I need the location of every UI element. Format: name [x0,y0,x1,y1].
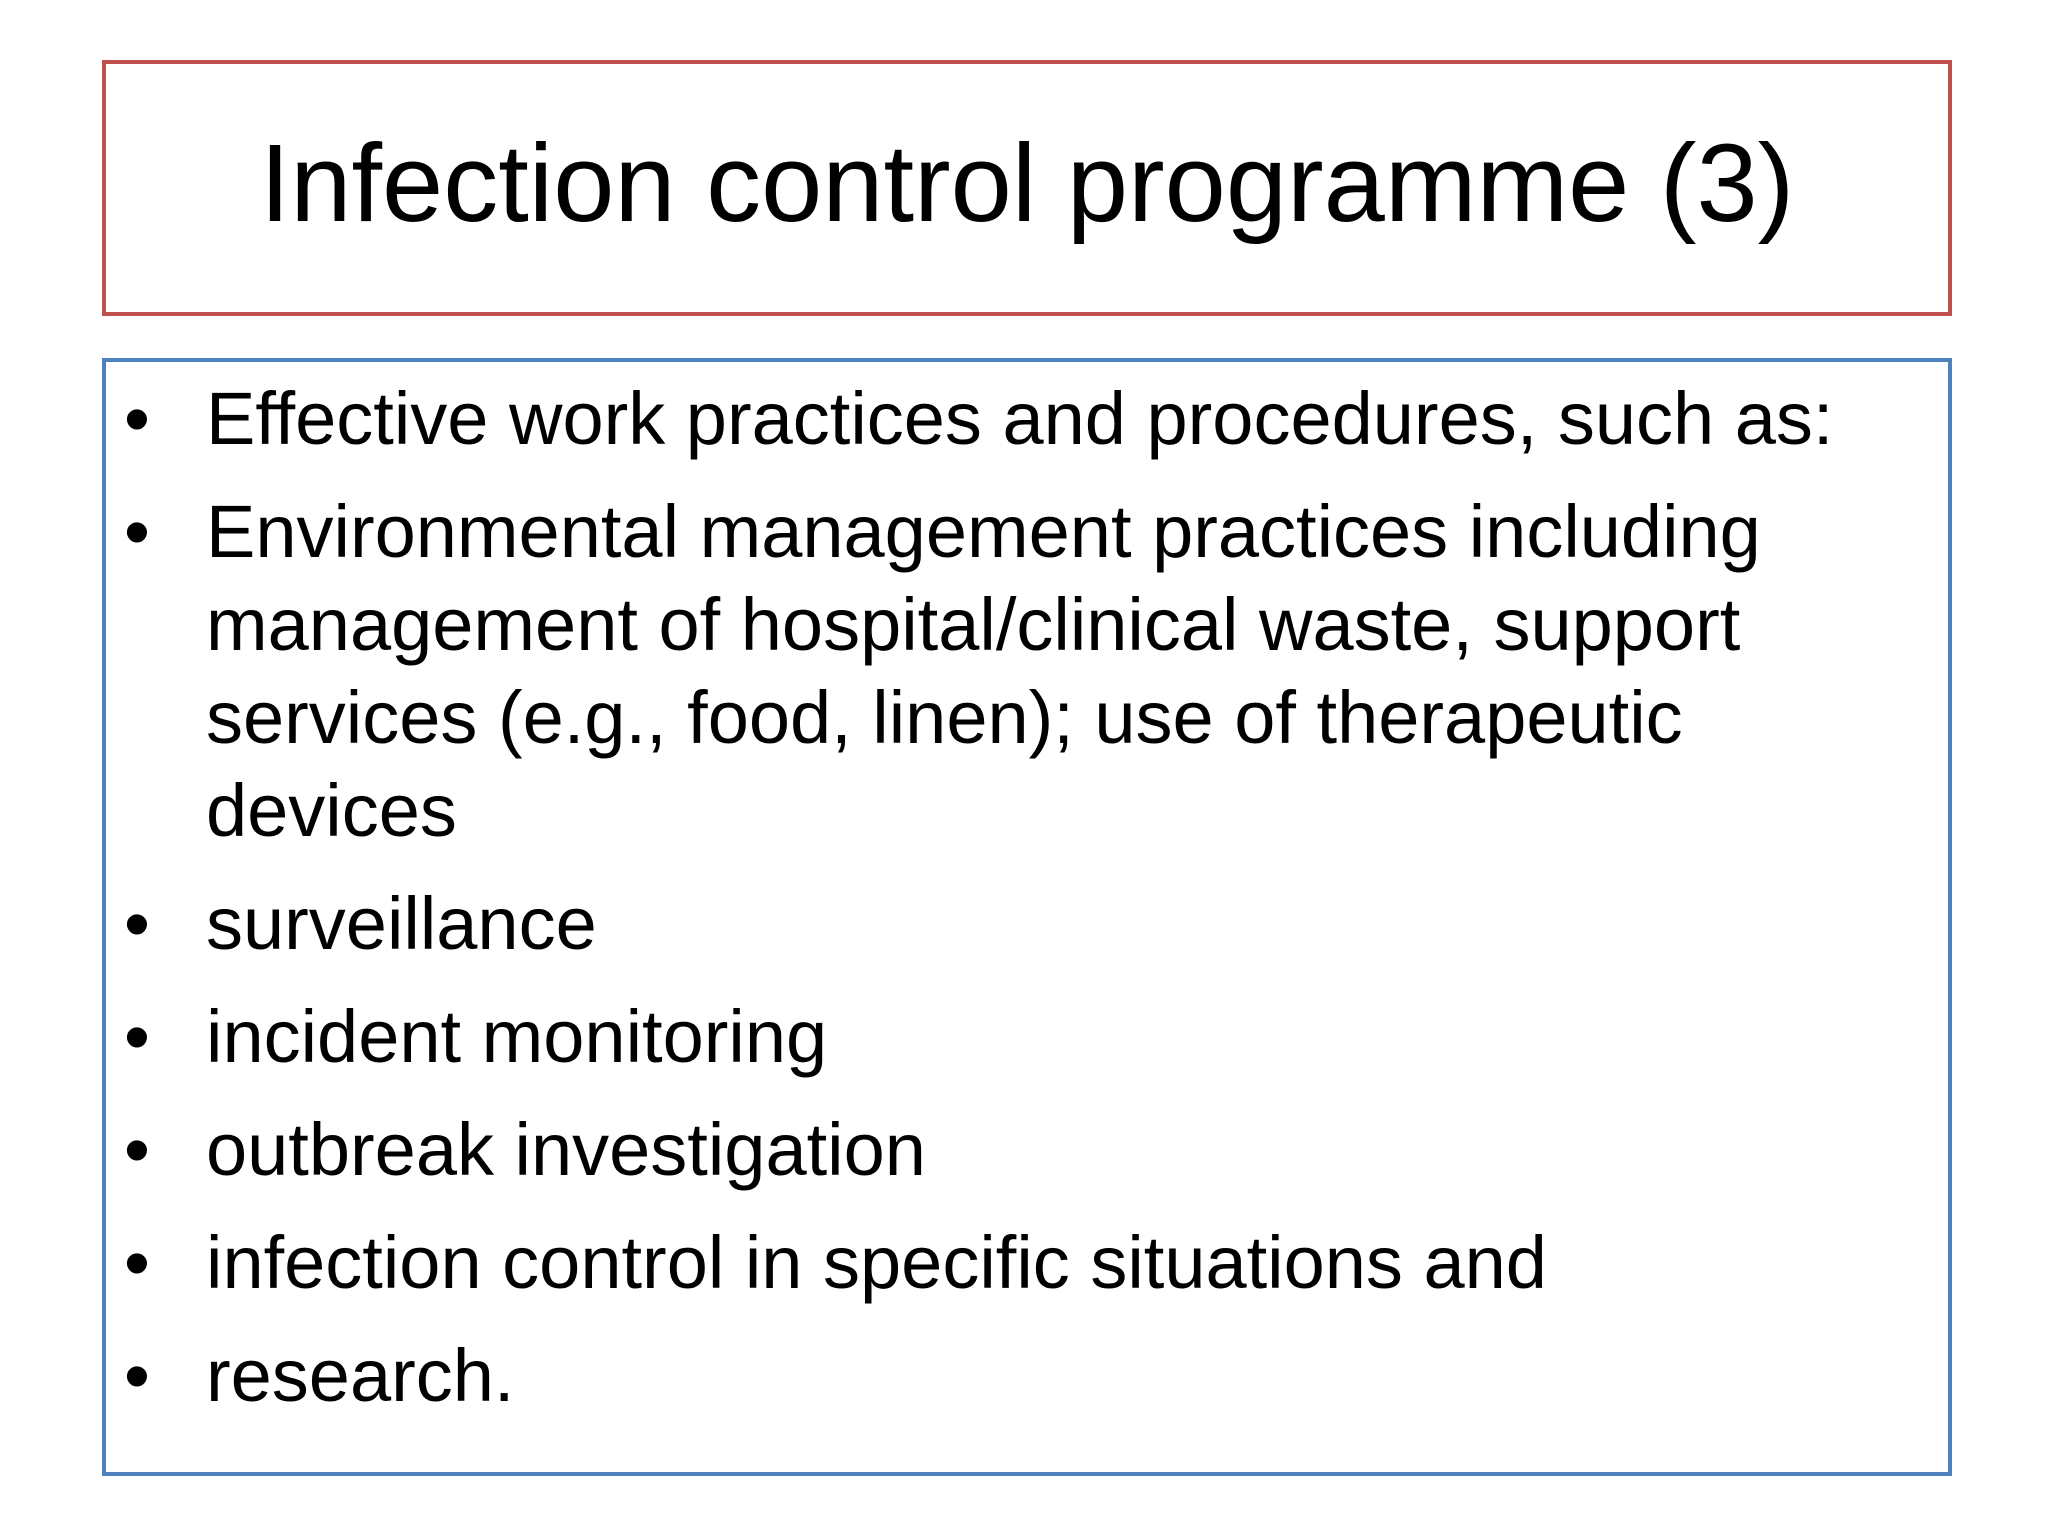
bullet-icon: • [124,377,150,460]
bullet-item-specific-situations [106,1216,1948,1309]
bullet-item-work-practices [106,372,1948,465]
bullet-icon: • [124,882,150,965]
content-box [102,358,1952,1476]
bullet-icon: • [124,1221,150,1304]
bullet-item-environmental-management [106,485,1948,857]
bullet-icon: • [124,995,150,1078]
bullet-text: outbreak investigation [206,1108,926,1191]
bullet-list [106,372,1948,1442]
bullet-icon: • [124,1334,150,1417]
bullet-icon: • [124,1108,150,1191]
slide-title: Infection control programme (3) [259,122,1795,245]
bullet-text: Environmental management practices including management of hospital/clinical waste, support services (e.g., food, linen); use of therapeutic devices [206,490,1761,852]
bullet-text: infection control in specific situations and [206,1221,1547,1304]
bullet-text: research. [206,1334,515,1417]
bullet-text: Effective work practices and procedures, such as: [206,377,1834,460]
bullet-text: surveillance [206,882,597,965]
bullet-item-outbreak-investigation [106,1103,1948,1196]
bullet-item-incident-monitoring [106,990,1948,1083]
bullet-item-research [106,1329,1948,1422]
bullet-icon: • [124,490,150,573]
bullet-text: incident monitoring [206,995,828,1078]
title-box [102,60,1952,316]
bullet-item-surveillance [106,877,1948,970]
